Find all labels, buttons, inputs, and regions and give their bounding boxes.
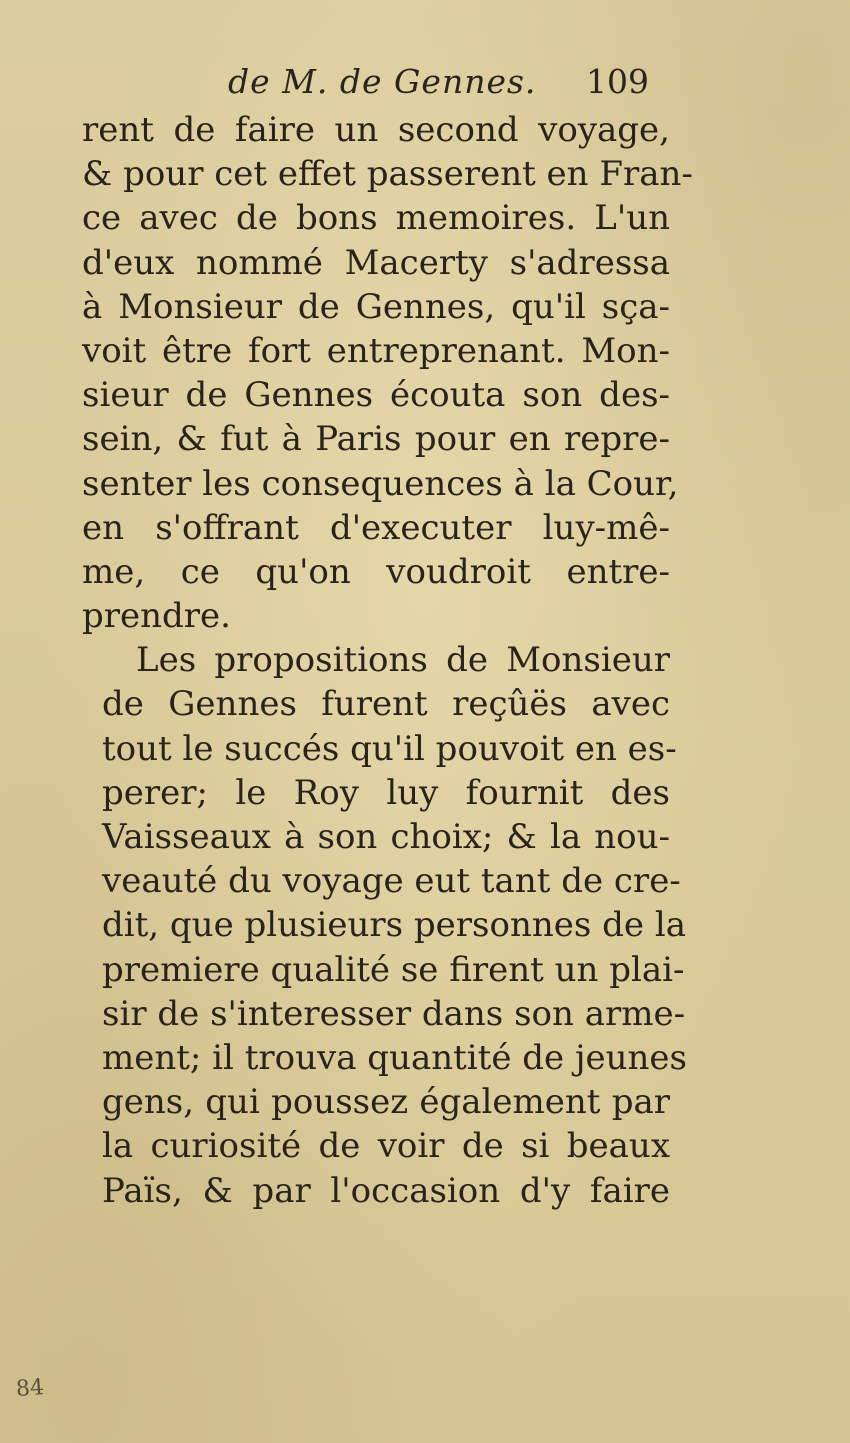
text-line: perer; le Roy luy fournit des [102, 772, 670, 813]
text-line: sein, & fut à Paris pour en repre- [82, 419, 670, 460]
text-line: sir de s'interesser dans son arme- [102, 993, 686, 1034]
text-line: ce avec de bons memoires. L'un [82, 198, 670, 239]
text-line: Vaisseaux à son choix; & la nou- [102, 817, 670, 857]
text-line: me, ce qu'on voudroit entre- [82, 551, 670, 592]
text-line: voit être fort entreprenant. Mon- [82, 330, 670, 371]
text-line: sieur de Gennes écouta son des- [82, 375, 670, 416]
running-title: de M. de Gennes. [228, 62, 537, 101]
text-line: Païs, & par l'occasion d'y faire [102, 1170, 670, 1211]
text-line: la curiosité de voir de si beaux [102, 1126, 670, 1167]
text-line: rent de faire un second voyage, [82, 110, 670, 150]
text-line: senter les consequences à la Cour, [82, 463, 679, 504]
text-line: & pour cet effet passerent en Fran- [82, 154, 693, 195]
text-line: dit, que plusieurs personnes de la [102, 905, 686, 946]
text-line: tout le succés qu'il pouvoit en es- [102, 728, 677, 769]
text-line: gens, qui poussez également par [102, 1082, 670, 1123]
text-line: veauté du voyage eut tant de cre- [102, 861, 681, 902]
paragraph-end-line: prendre. [82, 596, 231, 637]
text-line: premiere qualité se firent un plai- [102, 949, 685, 990]
margin-pencil-note: 84 [15, 1375, 45, 1402]
page-header [0, 62, 850, 110]
text-line: en s'offrant d'executer luy-mê- [82, 507, 670, 548]
body-text [82, 108, 693, 1213]
text-line: de Gennes furent reçûës avec [102, 684, 670, 725]
text-line: ment; il trouva quantité de jeunes [102, 1037, 687, 1078]
text-line: d'eux nommé Macerty s'adressa [82, 242, 670, 283]
text-line: à Monsieur de Gennes, qu'il sça- [82, 286, 670, 327]
page-number: 109 [586, 62, 649, 101]
paragraph-start-line: Les propositions de Monsieur [136, 640, 670, 681]
